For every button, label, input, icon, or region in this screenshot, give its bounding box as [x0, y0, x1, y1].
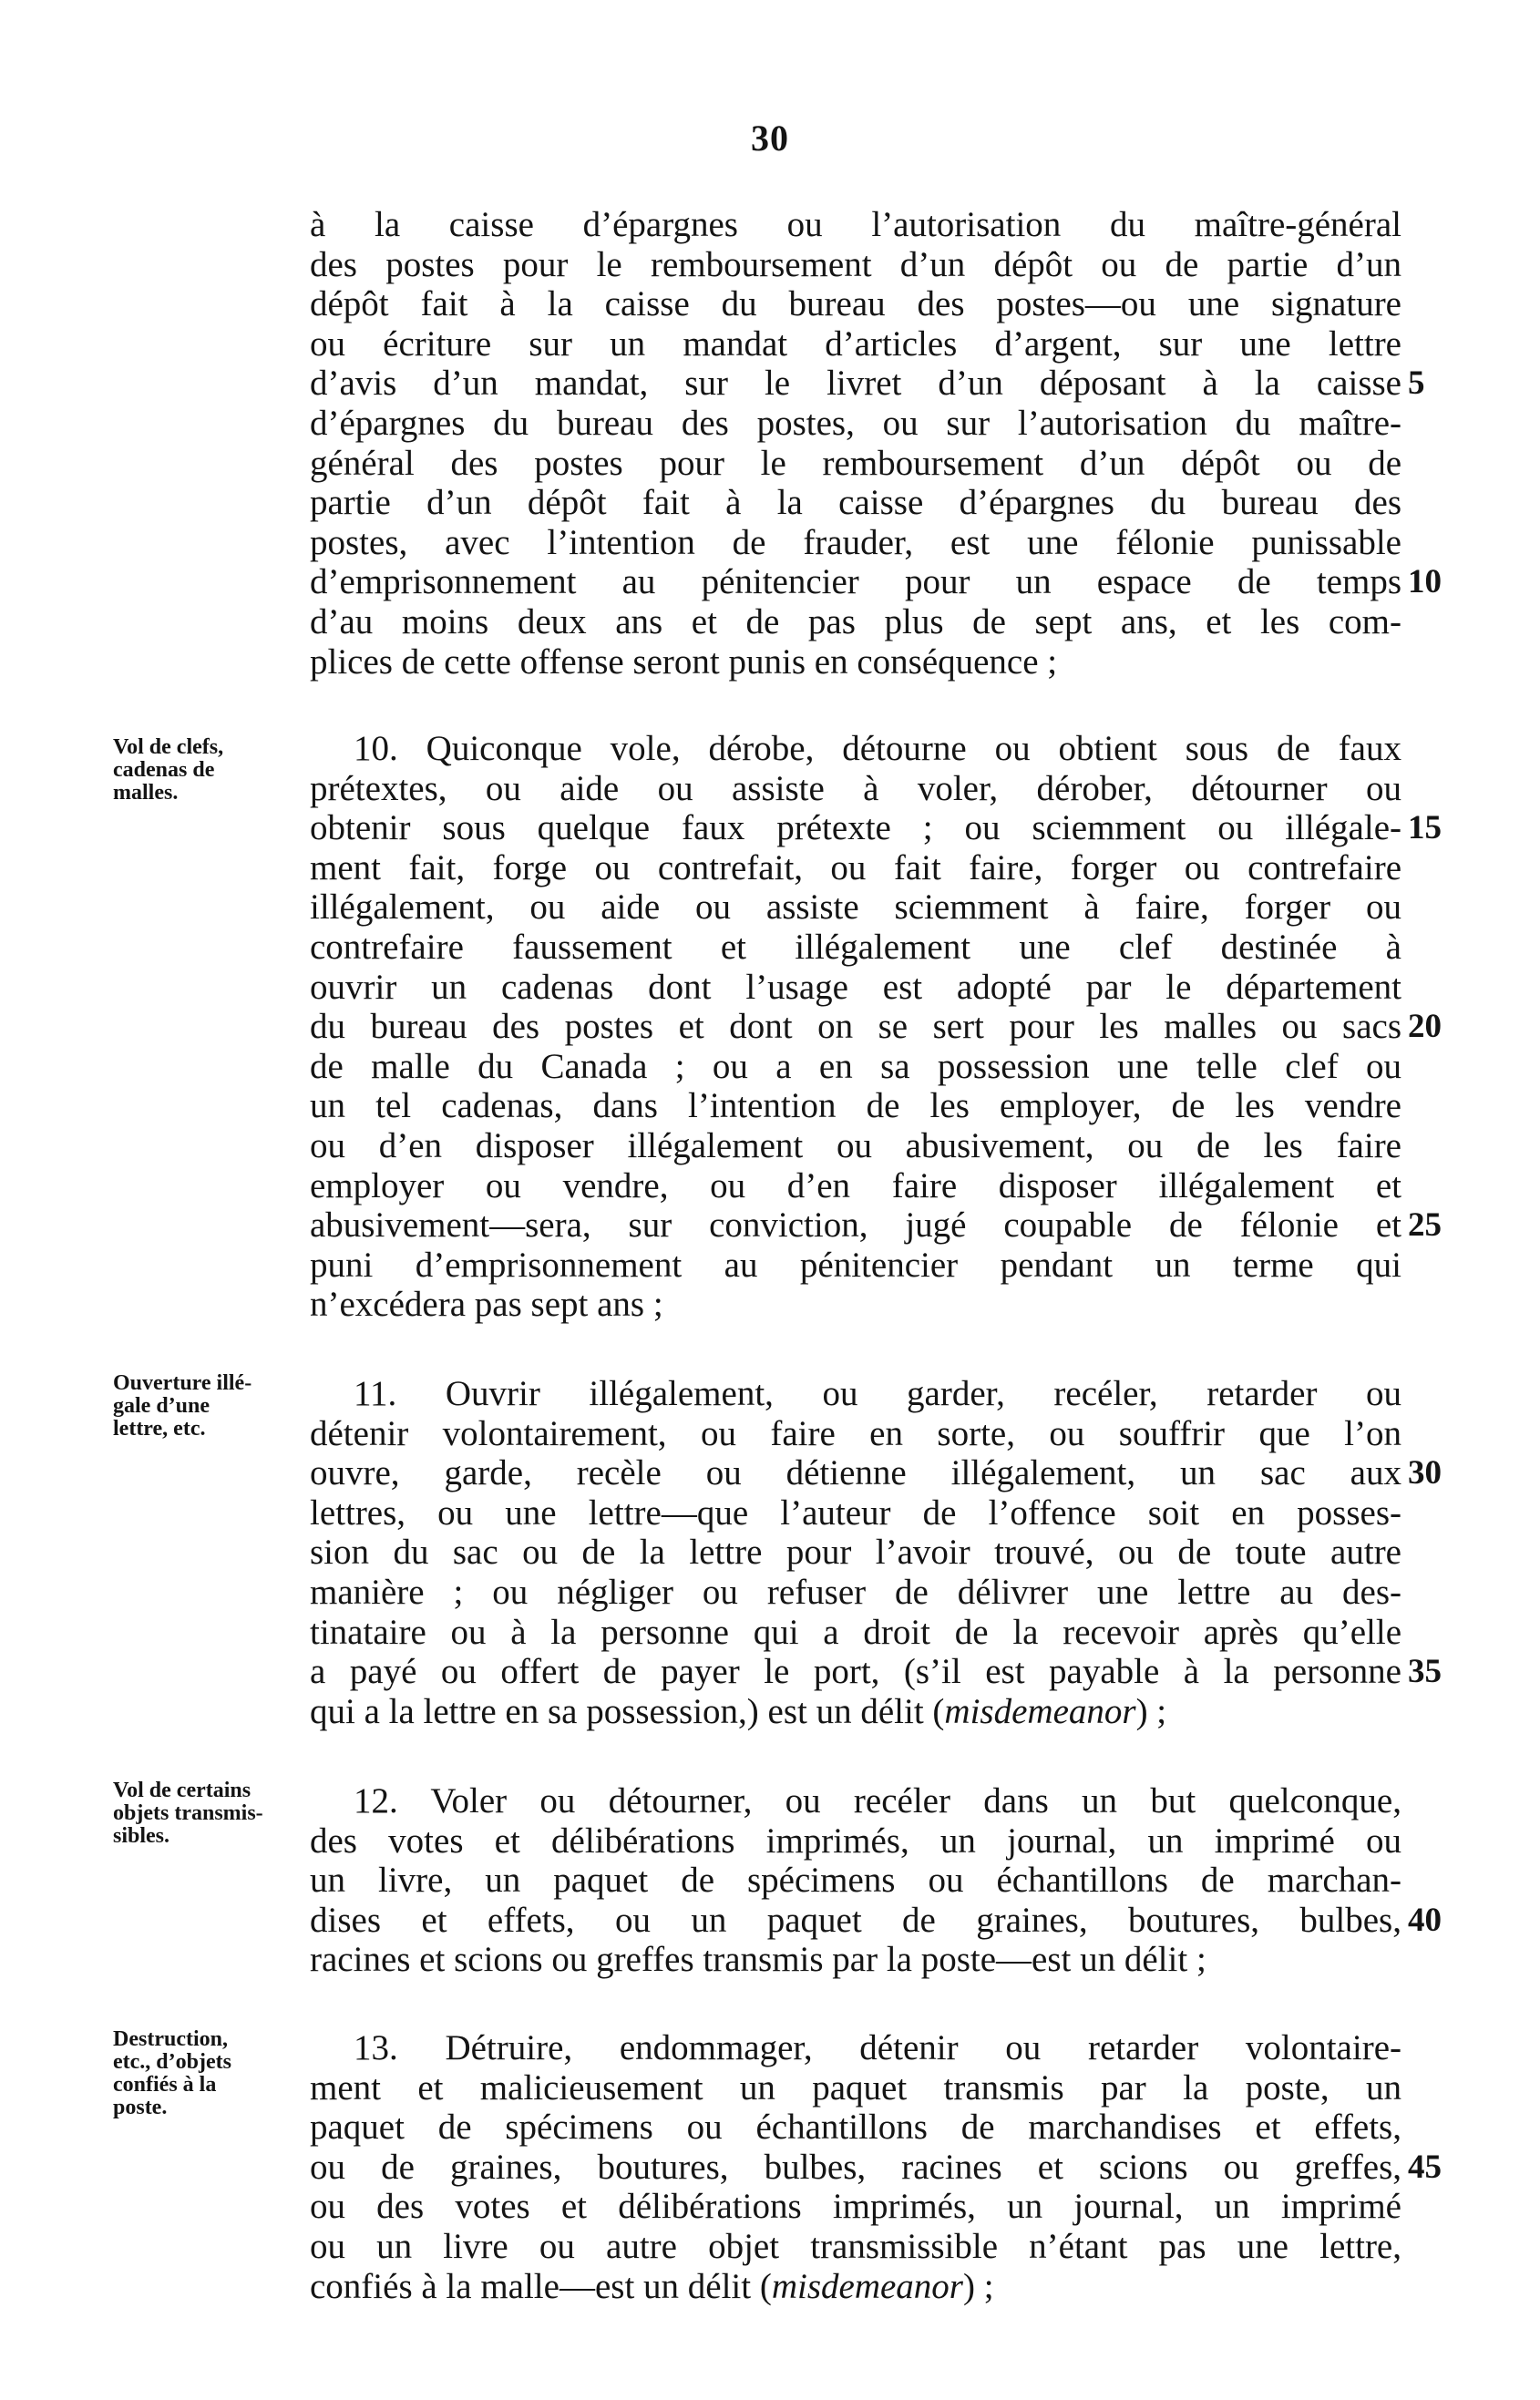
line-number: 10 — [1408, 563, 1442, 601]
line-number: 25 — [1408, 1206, 1442, 1245]
text-line: ou des votes et délibérations imprimés, un journal, un imprimé — [310, 2187, 1401, 2227]
paragraph-continuation — [310, 205, 1401, 682]
text-line: du bureau des postes et dont on se sert pour les malles ou sacs — [310, 1007, 1401, 1047]
text-line: qui a la lettre en sa possession,) est un délit (misdemeanor) ; — [310, 1691, 1167, 1731]
line-number: 35 — [1408, 1653, 1442, 1691]
text-line: un tel cadenas, dans l’intention de les employer, de les vendre — [310, 1086, 1401, 1126]
text-line: illégalement, ou aide ou assiste sciemment à faire, forger ou — [310, 887, 1401, 928]
text-line: ou un livre ou autre objet transmissible n’étant pas une lettre, — [310, 2226, 1401, 2266]
margin-note-line: Destruction, — [113, 2027, 228, 2051]
text-line: de malle du Canada ; ou a en sa possession une telle clef ou — [310, 1046, 1401, 1086]
italic-term: misdemeanor — [944, 1691, 1136, 1731]
text-line: ouvre, garde, recèle ou détienne illégalement, un sac aux — [310, 1453, 1401, 1493]
text-line: tinataire ou à la personne qui a droit de la recevoir après qu’elle — [310, 1612, 1401, 1652]
text-line: ou écriture sur un mandat d’articles d’argent, sur une lettre — [310, 323, 1401, 364]
margin-note-line: etc., d’objets — [113, 2050, 231, 2074]
text-line: n’excédera pas sept ans ; — [310, 1285, 663, 1325]
page-number: 30 — [751, 118, 789, 159]
text-line: ouvrir un cadenas dont l’usage est adopté par le département — [310, 967, 1401, 1007]
text-line: obtenir sous quelque faux prétexte ; ou sciemment ou illégale- — [310, 808, 1401, 848]
margin-note-line: sibles. — [113, 1824, 170, 1848]
margin-note-section-10 — [113, 736, 304, 805]
margin-note-line: Vol de clefs, — [113, 735, 224, 759]
margin-note-section-13 — [113, 2028, 304, 2119]
text-line: puni d’emprisonnement au pénitencier pendant un terme qui — [310, 1245, 1401, 1285]
text-line: un livre, un paquet de spécimens ou échantillons de marchan- — [310, 1861, 1401, 1901]
text-line: 13. Détruire, endommager, détenir ou retarder volontaire- — [354, 2028, 1401, 2067]
text-line: dises et effets, ou un paquet de graines, boutures, bulbes, — [310, 1900, 1401, 1940]
line-number: 15 — [1408, 809, 1442, 847]
text-line: dépôt fait à la caisse du bureau des postes—ou une signature — [310, 284, 1401, 324]
text-line: sion du sac ou de la lettre pour l’avoir trouvé, ou de toute autre — [310, 1533, 1401, 1573]
text-line: général des postes pour le remboursement d’un dépôt ou de — [310, 443, 1401, 483]
text-line: ou d’en disposer illégalement ou abusivement, ou de les faire — [310, 1125, 1401, 1165]
text-line: racines et scions ou greffes transmis par la poste—est un délit ; — [310, 1940, 1206, 1980]
text-line: contrefaire faussement et illégalement une clef destinée à — [310, 927, 1401, 967]
text-line: ment fait, forge ou contrefait, ou fait faire, forger ou contrefaire — [310, 847, 1401, 887]
line-number: 45 — [1408, 2148, 1442, 2186]
text-line: postes, avec l’intention de frauder, est une félonie punissable — [310, 522, 1401, 562]
text-line: prétextes, ou aide ou assiste à voler, dérober, détourner ou — [310, 768, 1401, 808]
italic-term: misdemeanor — [771, 2266, 963, 2306]
text-line: manière ; ou négliger ou refuser de délivrer une lettre au des- — [310, 1572, 1401, 1612]
text-line: d’avis d’un mandat, sur le livret d’un déposant à la caisse — [310, 364, 1401, 404]
text-line: 12. Voler ou détourner, ou recéler dans un but quelconque, — [354, 1781, 1401, 1821]
text-line: a payé ou offert de payer le port, (s’il est payable à la personne — [310, 1652, 1401, 1692]
text-line: partie d’un dépôt fait à la caisse d’épargnes du bureau des — [310, 483, 1401, 523]
text-line: lettres, ou une lettre—que l’auteur de l’offence soit en posses- — [310, 1492, 1401, 1533]
text-line: plices de cette offense seront punis en conséquence ; — [310, 641, 1058, 682]
paragraph-section-10 — [310, 729, 1401, 1325]
paragraph-section-13 — [310, 2028, 1401, 2306]
margin-note-line: lettre, etc. — [113, 1417, 206, 1441]
text-line: ou de graines, boutures, bulbes, racines et scions ou greffes, — [310, 2147, 1401, 2187]
text-line: à la caisse d’épargnes ou l’autorisation du maître-général — [310, 205, 1401, 244]
margin-note-line: objets transmis- — [113, 1801, 263, 1825]
text-line: d’épargnes du bureau des postes, ou sur l’autorisation du maître- — [310, 403, 1401, 443]
margin-note-line: cadenas de — [113, 758, 215, 782]
line-number: 5 — [1408, 364, 1425, 403]
line-number: 40 — [1408, 1901, 1442, 1939]
text-line: abusivement—sera, sur conviction, jugé coupable de félonie et — [310, 1205, 1401, 1246]
text-line: employer ou vendre, ou d’en faire disposer illégalement et — [310, 1165, 1401, 1205]
margin-note-line: poste. — [113, 2096, 168, 2119]
paragraph-section-12 — [310, 1781, 1401, 1980]
text-line: 11. Ouvrir illégalement, ou garder, recéler, retarder ou — [354, 1374, 1401, 1413]
text-line: détenir volontairement, ou faire en sorte, ou souffrir que l’on — [310, 1413, 1401, 1453]
text-line: d’au moins deux ans et de pas plus de sept ans, et les com- — [310, 601, 1401, 641]
text-line: confiés à la malle—est un délit (misdemeanor) ; — [310, 2266, 994, 2306]
text-line: d’emprisonnement au pénitencier pour un espace de temps — [310, 562, 1401, 602]
margin-note-section-11 — [113, 1372, 304, 1441]
margin-note-line: malles. — [113, 781, 179, 805]
line-number: 20 — [1408, 1008, 1442, 1046]
text-line: 10. Quiconque vole, dérobe, détourne ou obtient sous de faux — [354, 729, 1401, 768]
text-line: des postes pour le remboursement d’un dépôt ou de partie d’un — [310, 244, 1401, 284]
text-line: des votes et délibérations imprimés, un journal, un imprimé ou — [310, 1821, 1401, 1861]
margin-note-line: Vol de certains — [113, 1779, 252, 1802]
text-line: paquet de spécimens ou échantillons de marchandises et effets, — [310, 2108, 1401, 2148]
line-number: 30 — [1408, 1454, 1442, 1492]
margin-note-line: gale d’une — [113, 1394, 210, 1418]
margin-note-line: Ouverture illé- — [113, 1371, 252, 1395]
margin-note-line: confiés à la — [113, 2073, 217, 2097]
text-line: ment et malicieusement un paquet transmis par la poste, un — [310, 2067, 1401, 2108]
margin-note-section-12 — [113, 1779, 304, 1848]
paragraph-section-11 — [310, 1374, 1401, 1731]
